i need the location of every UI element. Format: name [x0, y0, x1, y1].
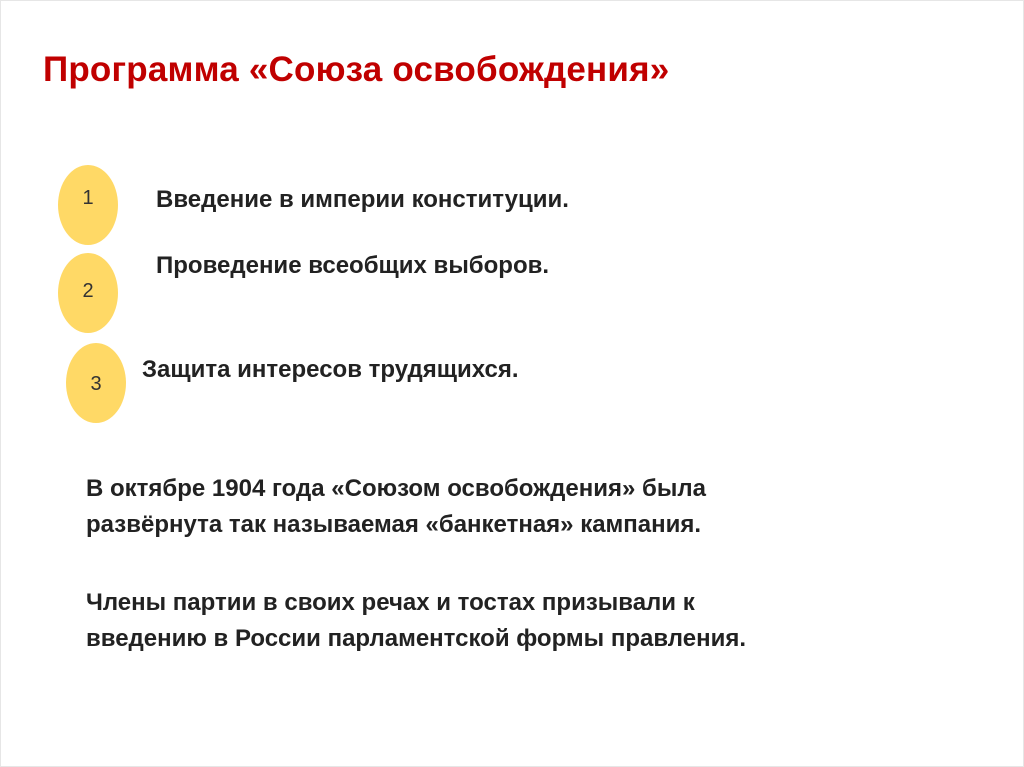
number-badge-label: 1	[82, 186, 94, 209]
paragraph-line: введению в России парламентской формы правления.	[86, 625, 746, 652]
banquet-campaign-paragraph	[86, 471, 706, 543]
number-badge-label: 2	[82, 279, 94, 302]
paragraph-line: В октябре 1904 года «Союзом освобождения» была	[86, 475, 706, 502]
paragraph-line: развёрнута так называемая «банкетная» кампания.	[86, 511, 702, 538]
paragraph-line: Члены партии в своих речах и тостах призывали к	[86, 589, 695, 616]
program-point-2: Проведение всеобщих выборов.	[156, 252, 550, 279]
number-badge-label: 3	[90, 372, 102, 395]
number-badge-1	[58, 165, 118, 245]
program-point-1: Введение в империи конституции.	[156, 186, 569, 213]
parliament-call-paragraph	[86, 585, 746, 657]
number-badge-3	[66, 343, 126, 423]
number-badge-2	[58, 253, 118, 333]
program-point-3: Защита интересов трудящихся.	[142, 356, 519, 383]
slide-title: Программа «Союза освобождения»	[43, 50, 670, 89]
